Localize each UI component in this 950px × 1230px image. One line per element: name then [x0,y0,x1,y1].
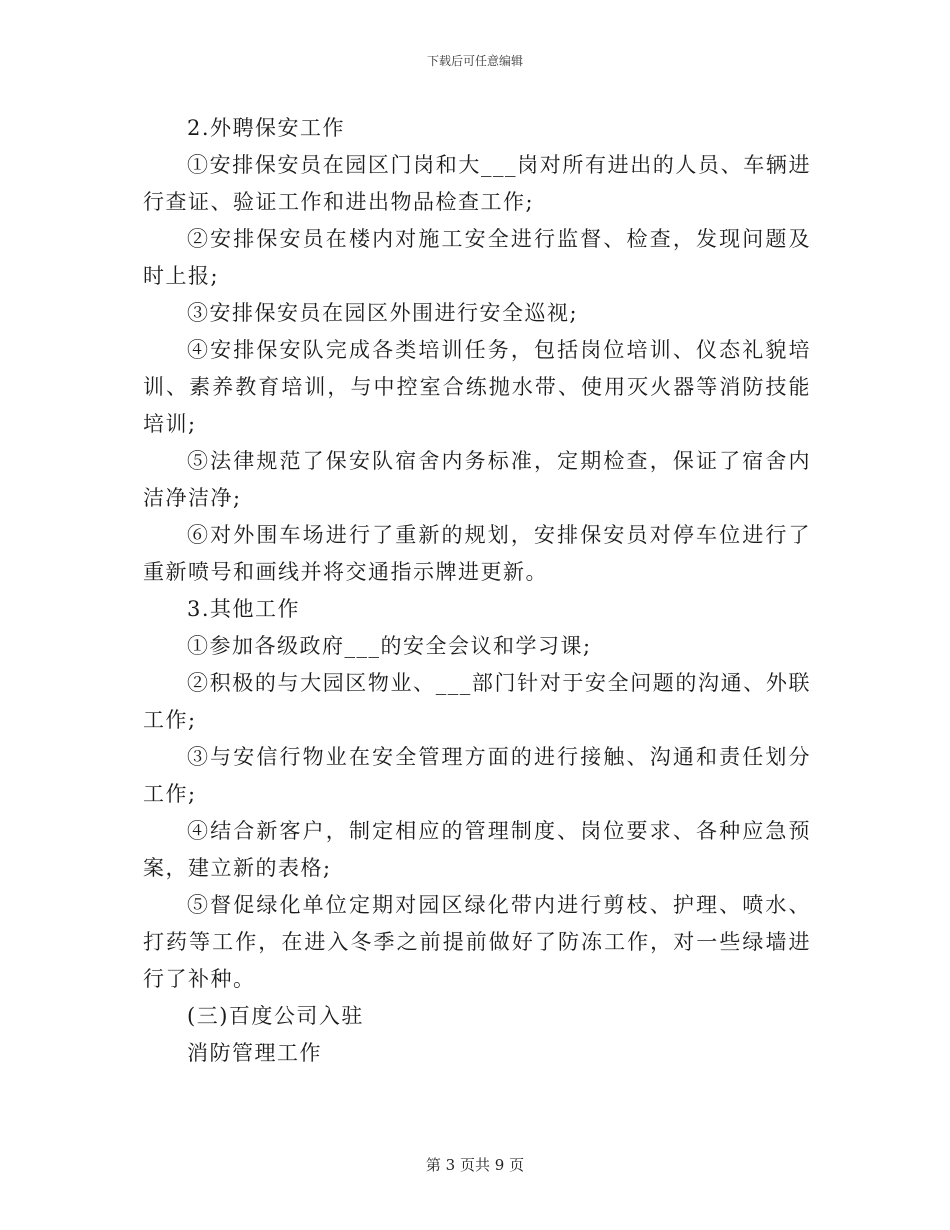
section-heading-other-work: 3.其他工作 [187,597,301,621]
list-item: ④结合新客户，制定相应的管理制度、岗位要求、各种应急预案，建立新的表格; [143,819,811,880]
document-body [143,110,811,1072]
list-item: ②积极的与大园区物业、___部门针对于安全问题的沟通、外联工作; [143,671,811,732]
list-item: ③安排保安员在园区外围进行安全巡视; [187,301,579,325]
list-item: ②安排保安员在楼内对施工安全进行监督、检查，发现问题及时上报; [143,227,811,288]
list-item: ①参加各级政府___的安全会议和学习课; [187,634,592,658]
list-item: ⑤法律规范了保安队宿舍内务标准，定期检查，保证了宿舍内洁净洁净; [143,449,811,510]
section-heading-baidu: (三)百度公司入驻 [187,1004,364,1028]
list-item: ③与安信行物业在安全管理方面的进行接触、沟通和责任划分工作; [143,745,811,806]
list-item: ①安排保安员在园区门岗和大___岗对所有进出的人员、车辆进行查证、验证工作和进出物品检查工作; [143,153,811,214]
section-heading-outsourced-security: 2.外聘保安工作 [187,116,346,140]
list-item: ⑥对外围车场进行了重新的规划，安排保安员对停车位进行了重新喷号和画线并将交通指示牌进更新。 [143,523,811,584]
section-heading-fire-management: 消防管理工作 [187,1041,322,1065]
list-item: ④安排保安队完成各类培训任务，包括岗位培训、仪态礼貌培训、素养教育培训，与中控室合练抛水带、使用灭火器等消防技能培训; [143,338,811,436]
list-item: ⑤督促绿化单位定期对园区绿化带内进行剪枝、护理、喷水、打药等工作，在进入冬季之前提前做好了防冻工作，对一些绿墙进行了补种。 [143,893,811,991]
page-header: 下载后可任意编辑 [426,54,523,68]
page-number: 第 3 页共 9 页 [425,1156,525,1174]
